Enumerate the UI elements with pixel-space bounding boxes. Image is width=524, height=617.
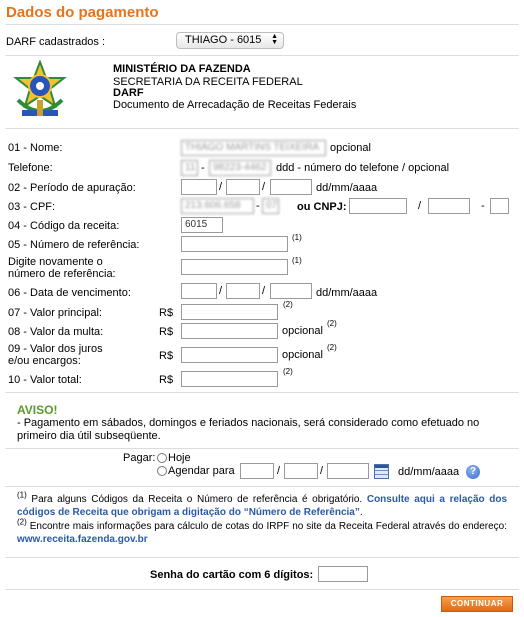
divider bbox=[5, 24, 519, 25]
nome-optional: opcional bbox=[330, 142, 371, 154]
header-ministry: MINISTÉRIO DA FAZENDA bbox=[113, 63, 251, 75]
divider bbox=[5, 448, 519, 449]
aviso-text: - Pagamento em sábados, domingos e feriados nacionais, será considerado como efetuado no primeiro dia útil subseqüente. bbox=[17, 417, 480, 442]
cnpj-separator: / bbox=[418, 200, 422, 212]
cnpj-label: ou CNPJ: bbox=[297, 201, 347, 213]
nome-input[interactable]: THIAGO MARTINS TEIXEIRA bbox=[181, 140, 326, 156]
total-label: 10 - Valor total: bbox=[8, 374, 82, 386]
footnote-1 bbox=[17, 490, 508, 519]
date-format-hint: dd/mm/aaaa bbox=[316, 287, 378, 299]
date-separator: / bbox=[219, 181, 223, 193]
continue-button[interactable]: CONTINUAR bbox=[441, 596, 513, 612]
nome-label: 01 - Nome: bbox=[8, 142, 63, 154]
referencia-input[interactable] bbox=[181, 236, 288, 252]
aviso-title bbox=[17, 403, 57, 417]
date-separator: / bbox=[320, 465, 324, 477]
calendar-icon[interactable] bbox=[374, 464, 389, 479]
multa-optional: opcional bbox=[282, 325, 323, 337]
senha-input[interactable] bbox=[318, 566, 368, 582]
footnote-1-mark: (1) bbox=[17, 490, 27, 500]
agendar-date-format: dd/mm/aaaa bbox=[398, 466, 460, 478]
date-separator: / bbox=[219, 285, 223, 297]
aviso-title-text: AVISO bbox=[17, 403, 54, 417]
page-title: Dados do pagamento bbox=[6, 4, 159, 21]
date-separator: / bbox=[262, 285, 266, 297]
periodo-label: 02 - Período de apuração: bbox=[8, 182, 136, 194]
telefone-dash: - bbox=[201, 162, 205, 174]
aviso-mark: ! bbox=[53, 403, 58, 417]
vencimento-year-input[interactable] bbox=[270, 283, 312, 299]
cpf-check-input[interactable]: 07 bbox=[262, 198, 279, 214]
footnote-2-link[interactable]: www.receita.fazenda.gov.br bbox=[17, 534, 148, 545]
header-secretariat: SECRETARIA DA RECEITA FEDERAL bbox=[113, 76, 303, 88]
telefone-input[interactable]: 98223-4462 bbox=[209, 160, 271, 176]
cpf-label: 03 - CPF: bbox=[8, 201, 56, 213]
divider bbox=[5, 128, 519, 129]
periodo-month-input[interactable] bbox=[226, 179, 260, 195]
footnote-1-link[interactable]: Consulte aqui a relação dos códigos de Receita que obrigam a digitação do “Número de Referência” bbox=[17, 494, 508, 518]
radio-agendar[interactable] bbox=[157, 466, 167, 476]
date-separator: / bbox=[277, 465, 281, 477]
coat-of-arms-icon bbox=[10, 60, 70, 122]
cnpj-branch-input[interactable] bbox=[428, 198, 470, 214]
footnote-2-text: Encontre mais informações para cálculo de cotas do IRPF no site da Receita Federal através do endereço: bbox=[29, 521, 508, 532]
referencia-confirm-label-1: Digite novamente o bbox=[8, 256, 103, 268]
divider bbox=[5, 486, 519, 487]
agendar-month-input[interactable] bbox=[284, 463, 318, 479]
footnote-1-end: . bbox=[359, 507, 363, 518]
referencia-confirm-input[interactable] bbox=[181, 259, 288, 275]
footnote-1-text: Para alguns Códigos da Receita o Número de referência é obrigatório. bbox=[31, 494, 363, 505]
juros-input[interactable] bbox=[181, 347, 278, 363]
multa-input[interactable] bbox=[181, 323, 278, 339]
principal-input[interactable] bbox=[181, 304, 278, 320]
cnpj-base-input[interactable] bbox=[349, 198, 407, 214]
date-separator: / bbox=[262, 181, 266, 193]
juros-label-1: 09 - Valor dos juros bbox=[8, 343, 103, 355]
currency-label: R$ bbox=[159, 350, 174, 362]
header-darf: DARF bbox=[113, 87, 144, 99]
senha-label: Senha do cartão com 6 dígitos: bbox=[150, 569, 314, 581]
telefone-hint: ddd - número do telefone / opcional bbox=[276, 162, 450, 174]
agendar-day-input[interactable] bbox=[240, 463, 274, 479]
periodo-year-input[interactable] bbox=[270, 179, 312, 195]
currency-label: R$ bbox=[159, 326, 174, 338]
darf-select[interactable] bbox=[176, 32, 284, 49]
telefone-label: Telefone: bbox=[8, 162, 53, 174]
header-document: Documento de Arrecadação de Receitas Federais bbox=[113, 99, 357, 111]
darf-select-value: THIAGO - 6015 bbox=[185, 34, 262, 46]
footnote-2-mark: (2) bbox=[17, 517, 27, 527]
select-arrows-icon: ▲ ▼ bbox=[271, 33, 278, 46]
currency-label: R$ bbox=[159, 307, 174, 319]
multa-label: 08 - Valor da multa: bbox=[8, 326, 104, 338]
currency-label: R$ bbox=[159, 374, 174, 386]
codigo-label: 04 - Código da receita: bbox=[8, 220, 120, 232]
ddd-input[interactable]: 11 bbox=[181, 160, 198, 176]
vencimento-month-input[interactable] bbox=[226, 283, 260, 299]
cpf-dash: - bbox=[256, 200, 260, 212]
divider bbox=[5, 55, 519, 56]
codigo-input[interactable]: 6015 bbox=[181, 217, 223, 233]
darf-label: DARF cadastrados : bbox=[6, 36, 106, 48]
total-input[interactable] bbox=[181, 371, 278, 387]
cnpj-check-input[interactable] bbox=[490, 198, 509, 214]
juros-label-2: e/ou encargos: bbox=[8, 355, 81, 367]
vencimento-day-input[interactable] bbox=[181, 283, 217, 299]
principal-label: 07 - Valor principal: bbox=[8, 307, 102, 319]
footnote-2 bbox=[17, 517, 508, 546]
cnpj-dash: - bbox=[481, 200, 485, 212]
radio-hoje[interactable] bbox=[157, 453, 167, 463]
help-icon[interactable]: ? bbox=[466, 465, 480, 479]
periodo-day-input[interactable] bbox=[181, 179, 217, 195]
juros-optional: opcional bbox=[282, 349, 323, 361]
divider bbox=[5, 392, 519, 393]
divider bbox=[5, 557, 519, 558]
vencimento-label: 06 - Data de vencimento: bbox=[8, 287, 131, 299]
divider bbox=[5, 589, 519, 590]
date-format-hint: dd/mm/aaaa bbox=[316, 182, 378, 194]
referencia-confirm-label-2: número de referência: bbox=[8, 268, 116, 280]
pagar-label: Pagar: bbox=[123, 452, 156, 464]
radio-hoje-label: Hoje bbox=[168, 452, 191, 464]
referencia-label: 05 - Número de referência: bbox=[8, 239, 140, 251]
cpf-input[interactable]: 213.606.658 bbox=[181, 198, 254, 214]
radio-agendar-label: Agendar para bbox=[168, 465, 235, 477]
agendar-year-input[interactable] bbox=[327, 463, 369, 479]
